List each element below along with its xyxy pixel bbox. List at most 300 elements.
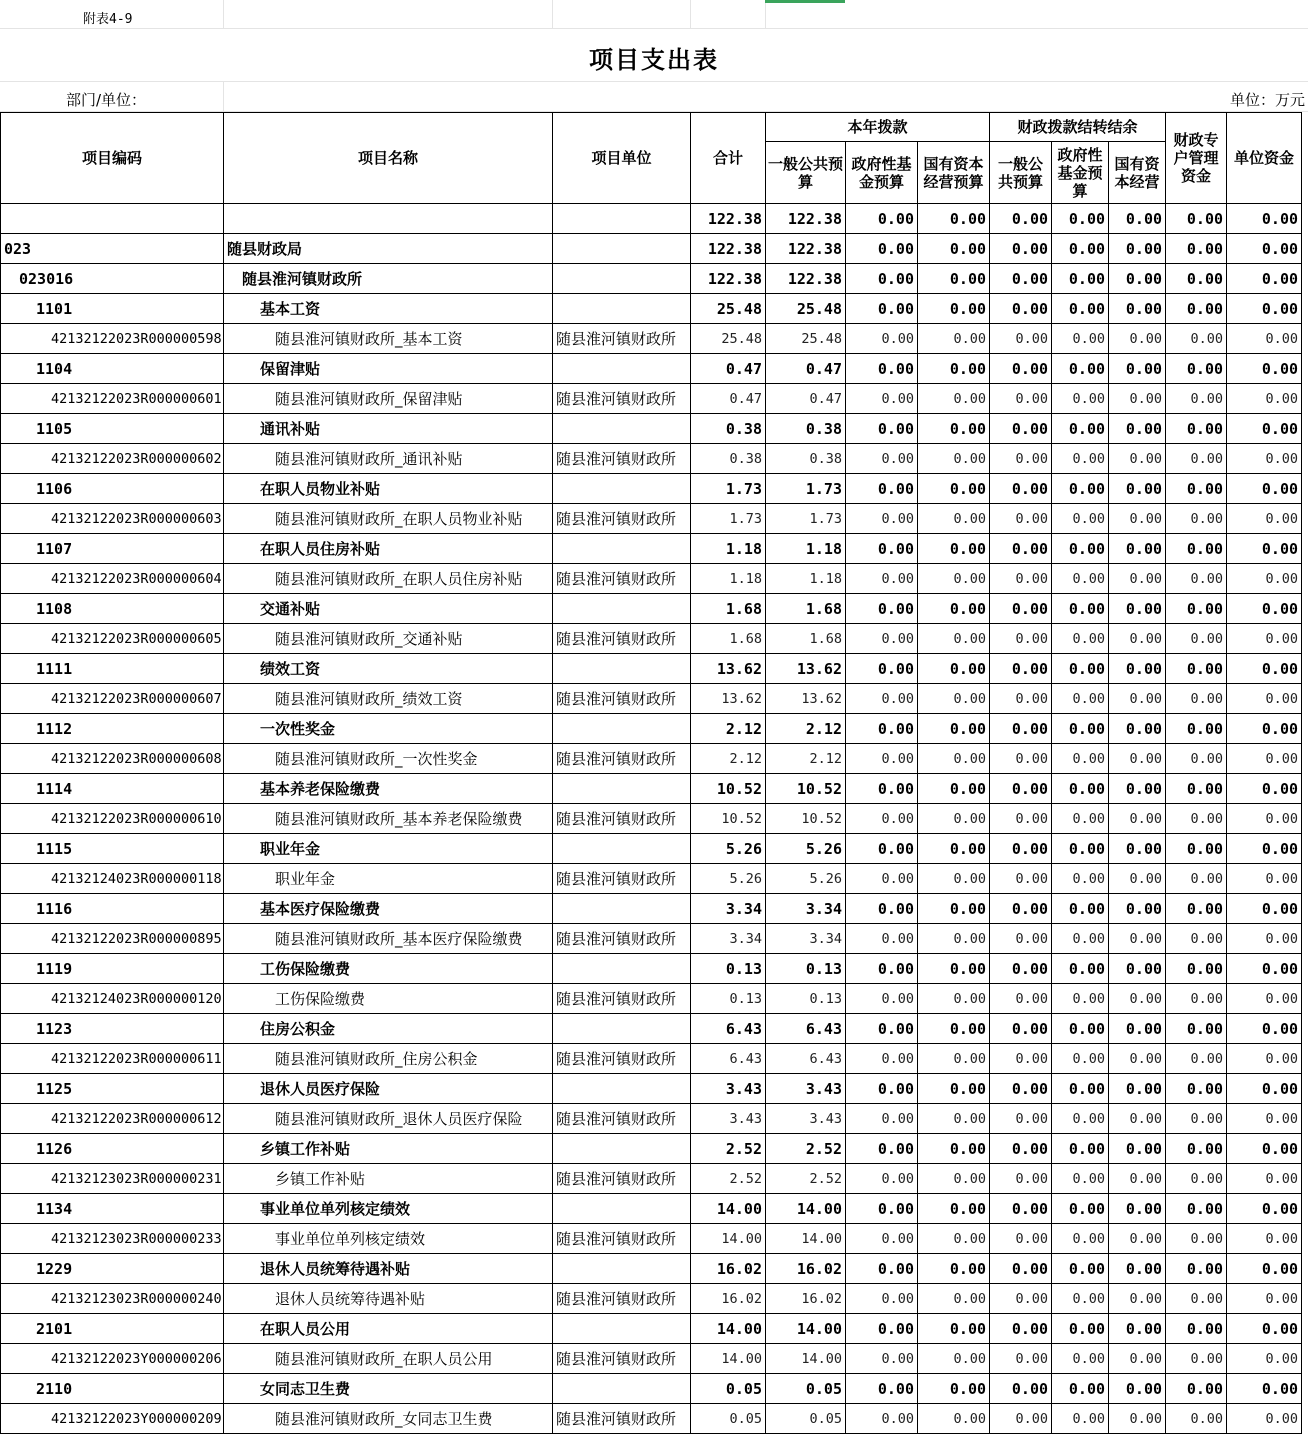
amount-cell: 0.47 — [691, 384, 766, 414]
amount-cell: 0.00 — [918, 594, 990, 624]
amount-cell: 14.00 — [766, 1224, 846, 1254]
project-name-cell: 女同志卫生费 — [224, 1374, 553, 1404]
project-code-cell: 1108 — [1, 594, 224, 624]
amount-cell: 0.00 — [1109, 1374, 1166, 1404]
project-name-cell: 随县淮河镇财政所_交通补贴 — [224, 624, 553, 654]
amount-cell: 0.00 — [1052, 774, 1109, 804]
amount-cell: 0.00 — [990, 744, 1052, 774]
amount-cell: 0.00 — [1227, 894, 1302, 924]
project-unit-cell: 随县淮河镇财政所 — [553, 1284, 691, 1314]
amount-cell: 0.00 — [990, 594, 1052, 624]
amount-cell: 0.00 — [1227, 204, 1302, 234]
amount-cell: 0.00 — [1227, 564, 1302, 594]
project-code-cell: 1134 — [1, 1194, 224, 1224]
amount-cell: 0.00 — [990, 1224, 1052, 1254]
header-cur-general: 一般公共预算 — [766, 142, 846, 204]
amount-cell: 0.00 — [990, 1374, 1052, 1404]
amount-cell: 0.00 — [918, 1224, 990, 1254]
amount-cell: 0.00 — [1166, 894, 1227, 924]
project-code-cell: 42132122023Y000000209 — [1, 1404, 224, 1434]
amount-cell: 0.00 — [990, 1164, 1052, 1194]
amount-cell: 0.00 — [1109, 1284, 1166, 1314]
amount-cell: 0.00 — [1052, 1224, 1109, 1254]
amount-cell: 0.00 — [846, 1104, 918, 1134]
project-code-cell: 1107 — [1, 534, 224, 564]
project-name-cell: 事业单位单列核定绩效 — [224, 1224, 553, 1254]
project-unit-cell — [553, 954, 691, 984]
amount-cell: 0.00 — [846, 324, 918, 354]
table-row — [1, 1014, 1302, 1044]
project-code-cell: 42132122023R000000612 — [1, 1104, 224, 1134]
amount-cell: 0.00 — [1166, 444, 1227, 474]
table-row — [1, 774, 1302, 804]
amount-cell: 0.00 — [1109, 324, 1166, 354]
grid-row — [0, 82, 1308, 112]
project-name-cell: 乡镇工作补贴 — [224, 1164, 553, 1194]
amount-cell: 0.00 — [1052, 954, 1109, 984]
project-unit-cell — [553, 834, 691, 864]
project-name-cell: 随县淮河镇财政所_退休人员医疗保险 — [224, 1104, 553, 1134]
project-name-cell: 住房公积金 — [224, 1014, 553, 1044]
amount-cell: 0.00 — [1227, 1284, 1302, 1314]
header-cur-gov-fund: 政府性基金预算 — [846, 142, 918, 204]
amount-cell: 0.00 — [990, 534, 1052, 564]
project-name-cell: 基本养老保险缴费 — [224, 774, 553, 804]
project-code-cell: 42132122023R000000602 — [1, 444, 224, 474]
project-code-cell: 1111 — [1, 654, 224, 684]
project-code-cell: 1105 — [1, 414, 224, 444]
project-code-cell: 42132124023R000000118 — [1, 864, 224, 894]
amount-cell: 0.00 — [1227, 384, 1302, 414]
amount-cell: 0.00 — [1166, 564, 1227, 594]
amount-cell: 0.00 — [990, 984, 1052, 1014]
amount-cell: 0.00 — [1052, 984, 1109, 1014]
amount-cell: 2.52 — [766, 1134, 846, 1164]
amount-cell: 0.00 — [990, 1104, 1052, 1134]
header-group-carryover: 财政拨款结转结余 — [990, 113, 1166, 142]
table-row — [1, 414, 1302, 444]
amount-cell: 0.00 — [1227, 264, 1302, 294]
project-unit-cell: 随县淮河镇财政所 — [553, 1164, 691, 1194]
grid-line — [690, 0, 691, 29]
amount-cell: 0.00 — [1166, 1224, 1227, 1254]
amount-cell: 0.00 — [918, 1284, 990, 1314]
project-unit-cell — [553, 354, 691, 384]
amount-cell: 0.00 — [846, 1164, 918, 1194]
project-code-cell: 42132122023R000000607 — [1, 684, 224, 714]
table-row — [1, 474, 1302, 504]
project-code-cell: 42132122023R000000604 — [1, 564, 224, 594]
amount-cell: 0.00 — [990, 774, 1052, 804]
amount-cell: 0.00 — [990, 354, 1052, 384]
table-row — [1, 954, 1302, 984]
table-row — [1, 1224, 1302, 1254]
page-title: 项目支出表 — [589, 46, 719, 74]
amount-cell: 0.00 — [1166, 1404, 1227, 1434]
project-code-cell: 42132124023R000000120 — [1, 984, 224, 1014]
amount-cell: 0.00 — [1166, 204, 1227, 234]
grid-line — [223, 82, 224, 112]
amount-cell: 0.00 — [918, 714, 990, 744]
amount-cell: 0.00 — [1052, 1314, 1109, 1344]
amount-cell: 0.00 — [990, 684, 1052, 714]
project-name-cell: 在职人员公用 — [224, 1314, 553, 1344]
amount-cell: 0.00 — [1227, 1344, 1302, 1374]
amount-cell: 0.00 — [1227, 714, 1302, 744]
amount-cell: 122.38 — [766, 234, 846, 264]
amount-cell: 0.00 — [1109, 534, 1166, 564]
amount-cell: 0.47 — [691, 354, 766, 384]
amount-cell: 0.00 — [1227, 354, 1302, 384]
amount-cell: 0.00 — [1166, 414, 1227, 444]
amount-cell: 0.00 — [1052, 1404, 1109, 1434]
amount-cell: 1.68 — [766, 624, 846, 654]
amount-cell: 0.00 — [1227, 534, 1302, 564]
project-code-cell: 1112 — [1, 714, 224, 744]
amount-cell: 0.05 — [691, 1404, 766, 1434]
amount-cell: 14.00 — [766, 1344, 846, 1374]
header-total: 合计 — [691, 113, 766, 204]
amount-cell: 0.00 — [1109, 1254, 1166, 1284]
amount-cell: 0.00 — [1109, 594, 1166, 624]
amount-cell: 0.00 — [1109, 504, 1166, 534]
project-code-cell: 1119 — [1, 954, 224, 984]
amount-cell: 0.00 — [918, 414, 990, 444]
amount-cell: 0.00 — [1227, 444, 1302, 474]
amount-cell: 0.00 — [918, 474, 990, 504]
amount-cell: 0.00 — [1227, 954, 1302, 984]
header-code: 项目编码 — [1, 113, 224, 204]
project-code-cell: 42132122023R000000608 — [1, 744, 224, 774]
amount-cell: 0.00 — [1166, 1194, 1227, 1224]
amount-cell: 0.00 — [1052, 264, 1109, 294]
amount-cell: 0.00 — [1109, 924, 1166, 954]
project-code-cell: 42132122023Y000000206 — [1, 1344, 224, 1374]
amount-cell: 0.00 — [918, 774, 990, 804]
amount-cell: 3.43 — [766, 1074, 846, 1104]
amount-cell: 0.00 — [846, 1014, 918, 1044]
project-code-cell: 023 — [1, 234, 224, 264]
amount-cell: 0.00 — [1052, 564, 1109, 594]
amount-cell: 13.62 — [766, 654, 846, 684]
header-group-current: 本年拨款 — [766, 113, 990, 142]
amount-cell: 0.00 — [846, 1194, 918, 1224]
amount-cell: 0.00 — [1109, 834, 1166, 864]
table-row — [1, 654, 1302, 684]
table-row — [1, 924, 1302, 954]
table-row — [1, 1194, 1302, 1224]
table-row — [1, 984, 1302, 1014]
amount-cell: 0.00 — [918, 1104, 990, 1134]
amount-cell: 0.00 — [1166, 1134, 1227, 1164]
amount-cell: 0.00 — [846, 294, 918, 324]
amount-cell: 0.00 — [1052, 1374, 1109, 1404]
amount-cell: 0.00 — [1109, 444, 1166, 474]
amount-cell: 0.00 — [1052, 204, 1109, 234]
project-name-cell: 随县淮河镇财政所_绩效工资 — [224, 684, 553, 714]
amount-cell: 0.00 — [1052, 534, 1109, 564]
table-row — [1, 234, 1302, 264]
unit-label: 单位：万元 — [1229, 91, 1305, 109]
project-name-cell: 乡镇工作补贴 — [224, 1134, 553, 1164]
amount-cell: 122.38 — [766, 204, 846, 234]
table-row — [1, 384, 1302, 414]
amount-cell: 0.00 — [990, 804, 1052, 834]
project-name-cell: 职业年金 — [224, 864, 553, 894]
amount-cell: 0.00 — [1109, 1044, 1166, 1074]
table-row — [1, 444, 1302, 474]
amount-cell: 0.00 — [1052, 1194, 1109, 1224]
amount-cell: 6.43 — [691, 1044, 766, 1074]
amount-cell: 0.05 — [691, 1374, 766, 1404]
amount-cell: 0.00 — [1166, 804, 1227, 834]
amount-cell: 0.00 — [1052, 1104, 1109, 1134]
amount-cell: 0.00 — [1166, 384, 1227, 414]
project-name-cell — [224, 204, 553, 234]
project-name-cell: 绩效工资 — [224, 654, 553, 684]
grid-row — [0, 0, 1308, 29]
amount-cell: 3.43 — [766, 1104, 846, 1134]
amount-cell: 0.00 — [1166, 714, 1227, 744]
project-code-cell: 1114 — [1, 774, 224, 804]
amount-cell: 0.00 — [918, 954, 990, 984]
amount-cell: 25.48 — [691, 324, 766, 354]
amount-cell: 0.00 — [1052, 1134, 1109, 1164]
amount-cell: 0.00 — [846, 384, 918, 414]
project-name-cell: 随县淮河镇财政所_保留津贴 — [224, 384, 553, 414]
amount-cell: 0.00 — [918, 1374, 990, 1404]
amount-cell: 0.00 — [918, 294, 990, 324]
amount-cell: 3.34 — [691, 924, 766, 954]
table-row — [1, 294, 1302, 324]
amount-cell: 0.00 — [1109, 1104, 1166, 1134]
amount-cell: 0.00 — [1109, 1404, 1166, 1434]
header-co-state-capital: 国有资本经营 — [1109, 142, 1166, 204]
amount-cell: 0.00 — [1166, 654, 1227, 684]
amount-cell: 0.00 — [1227, 684, 1302, 714]
project-code-cell: 42132122023R000000610 — [1, 804, 224, 834]
amount-cell: 0.00 — [990, 384, 1052, 414]
table-row — [1, 1404, 1302, 1434]
amount-cell: 3.34 — [691, 894, 766, 924]
amount-cell: 0.00 — [990, 714, 1052, 744]
project-unit-cell: 随县淮河镇财政所 — [553, 384, 691, 414]
amount-cell: 0.00 — [918, 684, 990, 714]
grid-line — [223, 0, 224, 29]
amount-cell: 122.38 — [691, 204, 766, 234]
amount-cell: 0.00 — [990, 1134, 1052, 1164]
amount-cell: 0.00 — [1227, 924, 1302, 954]
amount-cell: 0.00 — [918, 204, 990, 234]
amount-cell: 1.73 — [691, 504, 766, 534]
amount-cell: 0.00 — [1052, 474, 1109, 504]
amount-cell: 0.00 — [1227, 1404, 1302, 1434]
amount-cell: 0.00 — [1109, 384, 1166, 414]
amount-cell: 2.52 — [691, 1164, 766, 1194]
project-unit-cell: 随县淮河镇财政所 — [553, 504, 691, 534]
amount-cell: 0.00 — [1052, 894, 1109, 924]
project-code-cell: 42132122023R000000895 — [1, 924, 224, 954]
amount-cell: 10.52 — [691, 774, 766, 804]
amount-cell: 0.00 — [1109, 894, 1166, 924]
project-name-cell: 在职人员住房补贴 — [224, 534, 553, 564]
amount-cell: 0.00 — [990, 1014, 1052, 1044]
amount-cell: 0.00 — [1109, 234, 1166, 264]
amount-cell: 0.00 — [990, 1194, 1052, 1224]
project-unit-cell — [553, 234, 691, 264]
amount-cell: 0.00 — [1052, 1254, 1109, 1284]
amount-cell: 0.00 — [1052, 1164, 1109, 1194]
project-code-cell: 1123 — [1, 1014, 224, 1044]
amount-cell: 0.00 — [918, 264, 990, 294]
amount-cell: 0.00 — [1227, 324, 1302, 354]
amount-cell: 0.00 — [1109, 1194, 1166, 1224]
amount-cell: 0.00 — [1227, 474, 1302, 504]
project-unit-cell — [553, 294, 691, 324]
amount-cell: 0.00 — [1109, 204, 1166, 234]
amount-cell: 0.00 — [1166, 1254, 1227, 1284]
amount-cell: 0.00 — [990, 564, 1052, 594]
table-row — [1, 504, 1302, 534]
table-row — [1, 864, 1302, 894]
amount-cell: 0.00 — [1166, 594, 1227, 624]
amount-cell: 0.00 — [1227, 594, 1302, 624]
amount-cell: 0.00 — [1052, 714, 1109, 744]
table-row — [1, 834, 1302, 864]
amount-cell: 0.00 — [1052, 444, 1109, 474]
project-name-cell: 随县淮河镇财政所_在职人员公用 — [224, 1344, 553, 1374]
table-row — [1, 564, 1302, 594]
amount-cell: 0.00 — [1109, 624, 1166, 654]
amount-cell: 0.00 — [990, 1344, 1052, 1374]
amount-cell: 0.00 — [1109, 564, 1166, 594]
amount-cell: 0.00 — [1166, 294, 1227, 324]
amount-cell: 0.00 — [1109, 264, 1166, 294]
project-name-cell: 随县淮河镇财政所_住房公积金 — [224, 1044, 553, 1074]
project-code-cell: 2110 — [1, 1374, 224, 1404]
project-code-cell: 42132123023R000000240 — [1, 1284, 224, 1314]
project-unit-cell: 随县淮河镇财政所 — [553, 324, 691, 354]
amount-cell: 0.00 — [918, 894, 990, 924]
amount-cell: 0.00 — [1109, 1014, 1166, 1044]
amount-cell: 0.00 — [1052, 504, 1109, 534]
amount-cell: 3.43 — [691, 1074, 766, 1104]
amount-cell: 0.00 — [1227, 804, 1302, 834]
amount-cell: 1.18 — [766, 534, 846, 564]
header-unit-funds: 单位资金 — [1227, 113, 1302, 204]
amount-cell: 0.00 — [990, 624, 1052, 654]
amount-cell: 0.00 — [1227, 1014, 1302, 1044]
amount-cell: 0.00 — [1227, 774, 1302, 804]
amount-cell: 0.13 — [766, 984, 846, 1014]
amount-cell: 1.68 — [766, 594, 846, 624]
amount-cell: 0.00 — [918, 1194, 990, 1224]
amount-cell: 16.02 — [691, 1284, 766, 1314]
amount-cell: 0.00 — [1166, 1164, 1227, 1194]
amount-cell: 0.00 — [1227, 1194, 1302, 1224]
project-name-cell: 随县淮河镇财政所 — [224, 264, 553, 294]
amount-cell: 2.12 — [766, 744, 846, 774]
header-special-account: 财政专户管理资金 — [1166, 113, 1227, 204]
table-row — [1, 204, 1302, 234]
project-code-cell: 42132123023R000000231 — [1, 1164, 224, 1194]
amount-cell: 0.38 — [691, 414, 766, 444]
table-row — [1, 744, 1302, 774]
amount-cell: 0.00 — [1227, 1374, 1302, 1404]
project-unit-cell: 随县淮河镇财政所 — [553, 864, 691, 894]
amount-cell: 0.00 — [1109, 414, 1166, 444]
project-unit-cell — [553, 894, 691, 924]
project-unit-cell — [553, 1014, 691, 1044]
project-unit-cell: 随县淮河镇财政所 — [553, 1224, 691, 1254]
amount-cell: 0.00 — [1227, 504, 1302, 534]
amount-cell: 25.48 — [766, 294, 846, 324]
project-unit-cell — [553, 1254, 691, 1284]
amount-cell: 0.00 — [846, 1314, 918, 1344]
amount-cell: 2.52 — [766, 1164, 846, 1194]
amount-cell: 0.38 — [766, 444, 846, 474]
amount-cell: 0.00 — [1052, 804, 1109, 834]
amount-cell: 0.00 — [1227, 1314, 1302, 1344]
amount-cell: 0.00 — [846, 924, 918, 954]
table-row — [1, 1374, 1302, 1404]
amount-cell: 0.00 — [918, 1134, 990, 1164]
amount-cell: 0.00 — [1109, 1074, 1166, 1104]
project-unit-cell: 随县淮河镇财政所 — [553, 804, 691, 834]
amount-cell: 0.00 — [1109, 354, 1166, 384]
amount-cell: 0.00 — [1166, 624, 1227, 654]
amount-cell: 1.18 — [691, 564, 766, 594]
project-name-cell: 退休人员统筹待遇补贴 — [224, 1284, 553, 1314]
amount-cell: 0.00 — [846, 954, 918, 984]
table-body — [1, 204, 1302, 1434]
project-unit-cell: 随县淮河镇财政所 — [553, 1404, 691, 1434]
amount-cell: 2.12 — [766, 714, 846, 744]
amount-cell: 0.00 — [1052, 684, 1109, 714]
amount-cell: 0.00 — [918, 624, 990, 654]
project-unit-cell — [553, 1134, 691, 1164]
amount-cell: 14.00 — [766, 1314, 846, 1344]
amount-cell: 0.00 — [1052, 414, 1109, 444]
amount-cell: 13.62 — [691, 654, 766, 684]
amount-cell: 0.00 — [1109, 804, 1166, 834]
amount-cell: 1.18 — [766, 564, 846, 594]
amount-cell: 0.00 — [1166, 354, 1227, 384]
amount-cell: 0.00 — [1052, 294, 1109, 324]
amount-cell: 0.00 — [1166, 1374, 1227, 1404]
amount-cell: 10.52 — [766, 804, 846, 834]
project-unit-cell: 随县淮河镇财政所 — [553, 984, 691, 1014]
amount-cell: 0.00 — [1109, 474, 1166, 504]
amount-cell: 0.00 — [918, 924, 990, 954]
amount-cell: 0.00 — [1227, 294, 1302, 324]
amount-cell: 0.00 — [1052, 1044, 1109, 1074]
project-name-cell: 退休人员统筹待遇补贴 — [224, 1254, 553, 1284]
amount-cell: 14.00 — [691, 1224, 766, 1254]
amount-cell: 122.38 — [691, 264, 766, 294]
amount-cell: 0.00 — [846, 1254, 918, 1284]
project-unit-cell: 随县淮河镇财政所 — [553, 744, 691, 774]
amount-cell: 0.05 — [766, 1404, 846, 1434]
table-row — [1, 804, 1302, 834]
project-name-cell: 基本医疗保险缴费 — [224, 894, 553, 924]
amount-cell: 0.00 — [846, 1374, 918, 1404]
amount-cell: 0.47 — [766, 354, 846, 384]
amount-cell: 0.00 — [918, 1404, 990, 1434]
amount-cell: 5.26 — [691, 834, 766, 864]
amount-cell: 14.00 — [766, 1194, 846, 1224]
project-name-cell: 交通补贴 — [224, 594, 553, 624]
